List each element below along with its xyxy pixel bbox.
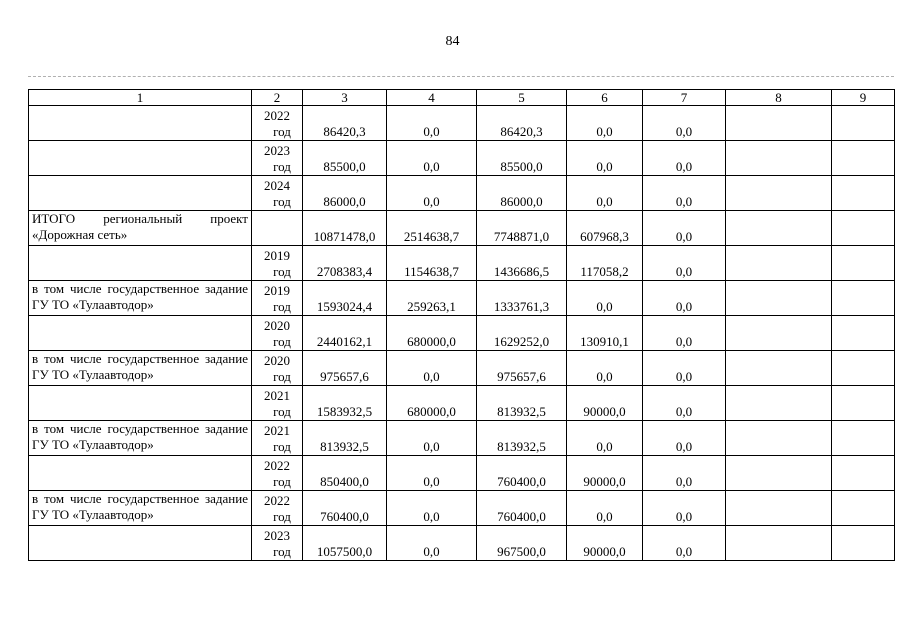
table-row <box>29 526 895 561</box>
row-year: 2019 <box>264 248 290 263</box>
column-header-1: 1 <box>29 90 252 106</box>
table-row <box>29 106 895 141</box>
row-value-c4: 0,0 <box>387 491 477 526</box>
row-year-cell <box>252 351 303 386</box>
row-value-c7: 0,0 <box>643 246 726 281</box>
row-value-c8 <box>726 386 832 421</box>
row-name-cell: в том числе государственное задание ГУ ТО «Тулаавтодор» <box>29 281 252 316</box>
column-header-7: 7 <box>643 90 726 106</box>
row-value-c7: 0,0 <box>643 386 726 421</box>
row-value-c8 <box>726 421 832 456</box>
table-row <box>29 141 895 176</box>
row-year-unit: год <box>273 404 291 419</box>
row-value-c6: 607968,3 <box>567 211 643 246</box>
row-value-c7: 0,0 <box>643 316 726 351</box>
row-name-cell: ИТОГО региональный проект «Дорожная сеть» <box>29 211 252 246</box>
table-row <box>29 386 895 421</box>
row-value-c8 <box>726 456 832 491</box>
row-value-c8 <box>726 141 832 176</box>
table-body <box>29 106 895 561</box>
row-value-c9 <box>832 141 895 176</box>
table-row <box>29 246 895 281</box>
row-year-cell <box>252 456 303 491</box>
row-value-c4: 0,0 <box>387 141 477 176</box>
row-value-c9 <box>832 526 895 561</box>
row-year: 2019 <box>264 283 290 298</box>
row-value-c5: 975657,6 <box>477 351 567 386</box>
row-value-c4: 0,0 <box>387 456 477 491</box>
row-value-c9 <box>832 211 895 246</box>
row-year-cell <box>252 491 303 526</box>
row-value-c4: 0,0 <box>387 526 477 561</box>
row-year-cell <box>252 141 303 176</box>
row-value-c3: 1593024,4 <box>303 281 387 316</box>
row-value-c3: 1057500,0 <box>303 526 387 561</box>
row-value-c5: 86420,3 <box>477 106 567 141</box>
row-value-c3: 85500,0 <box>303 141 387 176</box>
row-value-c8 <box>726 491 832 526</box>
row-value-c5: 7748871,0 <box>477 211 567 246</box>
row-year: 2023 <box>264 143 290 158</box>
table-row <box>29 316 895 351</box>
table-row <box>29 491 895 526</box>
row-value-c9 <box>832 421 895 456</box>
row-value-c9 <box>832 491 895 526</box>
table-row <box>29 211 895 246</box>
row-value-c4: 2514638,7 <box>387 211 477 246</box>
column-header-5: 5 <box>477 90 567 106</box>
row-name-cell <box>29 246 252 281</box>
column-header-6: 6 <box>567 90 643 106</box>
row-year: 2023 <box>264 528 290 543</box>
row-value-c7: 0,0 <box>643 176 726 211</box>
row-value-c3: 850400,0 <box>303 456 387 491</box>
row-value-c9 <box>832 176 895 211</box>
row-value-c7: 0,0 <box>643 526 726 561</box>
row-year: 2021 <box>264 423 290 438</box>
row-value-c3: 86000,0 <box>303 176 387 211</box>
row-year-cell <box>252 526 303 561</box>
row-value-c7: 0,0 <box>643 106 726 141</box>
row-year-cell <box>252 176 303 211</box>
row-value-c3: 1583932,5 <box>303 386 387 421</box>
table-row <box>29 281 895 316</box>
table-row <box>29 456 895 491</box>
row-year-unit: год <box>273 124 291 139</box>
row-year-cell <box>252 421 303 456</box>
row-value-c6: 90000,0 <box>567 526 643 561</box>
column-header-8: 8 <box>726 90 832 106</box>
row-value-c8 <box>726 316 832 351</box>
row-year-unit: год <box>273 544 291 559</box>
row-value-c4: 680000,0 <box>387 386 477 421</box>
row-year-unit: год <box>273 334 291 349</box>
row-value-c5: 967500,0 <box>477 526 567 561</box>
row-value-c7: 0,0 <box>643 141 726 176</box>
row-year-unit: год <box>273 194 291 209</box>
table-header-row <box>29 90 895 106</box>
row-value-c5: 86000,0 <box>477 176 567 211</box>
row-value-c4: 259263,1 <box>387 281 477 316</box>
row-name-cell: в том числе государственное задание ГУ ТО «Тулаавтодор» <box>29 491 252 526</box>
row-value-c7: 0,0 <box>643 351 726 386</box>
row-value-c3: 10871478,0 <box>303 211 387 246</box>
row-year-unit: год <box>273 509 291 524</box>
row-value-c5: 760400,0 <box>477 456 567 491</box>
table-row <box>29 351 895 386</box>
row-value-c6: 117058,2 <box>567 246 643 281</box>
column-header-9: 9 <box>832 90 895 106</box>
row-value-c8 <box>726 281 832 316</box>
row-value-c4: 0,0 <box>387 106 477 141</box>
row-value-c6: 0,0 <box>567 421 643 456</box>
row-name-cell: в том числе государственное задание ГУ ТО «Тулаавтодор» <box>29 421 252 456</box>
row-value-c3: 2440162,1 <box>303 316 387 351</box>
row-value-c3: 86420,3 <box>303 106 387 141</box>
row-year: 2020 <box>264 353 290 368</box>
row-value-c6: 90000,0 <box>567 456 643 491</box>
row-name-cell <box>29 141 252 176</box>
row-year: 2024 <box>264 178 290 193</box>
row-value-c9 <box>832 351 895 386</box>
row-value-c6: 0,0 <box>567 351 643 386</box>
row-value-c8 <box>726 176 832 211</box>
row-value-c9 <box>832 386 895 421</box>
row-value-c5: 813932,5 <box>477 386 567 421</box>
row-value-c7: 0,0 <box>643 281 726 316</box>
row-value-c7: 0,0 <box>643 491 726 526</box>
row-name-cell <box>29 386 252 421</box>
page-number: 84 <box>445 34 460 49</box>
row-value-c9 <box>832 316 895 351</box>
row-value-c6: 0,0 <box>567 141 643 176</box>
row-value-c5: 813932,5 <box>477 421 567 456</box>
row-value-c5: 1629252,0 <box>477 316 567 351</box>
row-year-unit: год <box>273 439 291 454</box>
row-value-c3: 975657,6 <box>303 351 387 386</box>
row-year-cell <box>252 106 303 141</box>
row-year: 2022 <box>264 108 290 123</box>
row-value-c5: 1436686,5 <box>477 246 567 281</box>
row-value-c4: 0,0 <box>387 351 477 386</box>
row-year-unit: год <box>273 299 291 314</box>
row-value-c3: 760400,0 <box>303 491 387 526</box>
budget-table <box>28 89 895 561</box>
column-header-3: 3 <box>303 90 387 106</box>
row-name-cell <box>29 456 252 491</box>
row-value-c7: 0,0 <box>643 211 726 246</box>
row-year: 2022 <box>264 458 290 473</box>
row-year-cell <box>252 386 303 421</box>
column-header-2: 2 <box>252 90 303 106</box>
top-divider <box>28 76 894 77</box>
table-row <box>29 421 895 456</box>
row-value-c4: 1154638,7 <box>387 246 477 281</box>
row-value-c9 <box>832 246 895 281</box>
row-value-c6: 0,0 <box>567 491 643 526</box>
row-value-c8 <box>726 211 832 246</box>
row-value-c5: 85500,0 <box>477 141 567 176</box>
row-value-c6: 0,0 <box>567 106 643 141</box>
row-year-unit: год <box>273 159 291 174</box>
row-name-cell <box>29 106 252 141</box>
row-year-unit: год <box>273 474 291 489</box>
row-year-cell <box>252 281 303 316</box>
row-name-cell <box>29 316 252 351</box>
row-value-c4: 0,0 <box>387 176 477 211</box>
row-value-c8 <box>726 106 832 141</box>
row-value-c6: 130910,1 <box>567 316 643 351</box>
row-year-unit: год <box>273 369 291 384</box>
row-value-c9 <box>832 281 895 316</box>
row-value-c8 <box>726 351 832 386</box>
row-value-c5: 760400,0 <box>477 491 567 526</box>
row-value-c7: 0,0 <box>643 456 726 491</box>
row-value-c9 <box>832 456 895 491</box>
row-value-c3: 813932,5 <box>303 421 387 456</box>
row-year-cell <box>252 246 303 281</box>
row-year-cell <box>252 316 303 351</box>
row-name-cell <box>29 526 252 561</box>
row-value-c5: 1333761,3 <box>477 281 567 316</box>
row-value-c6: 90000,0 <box>567 386 643 421</box>
row-value-c8 <box>726 526 832 561</box>
row-year: 2020 <box>264 318 290 333</box>
row-value-c3: 2708383,4 <box>303 246 387 281</box>
table-row <box>29 176 895 211</box>
row-value-c7: 0,0 <box>643 421 726 456</box>
row-value-c4: 0,0 <box>387 421 477 456</box>
row-value-c4: 680000,0 <box>387 316 477 351</box>
row-value-c9 <box>832 106 895 141</box>
row-name-cell: в том числе государственное задание ГУ ТО «Тулаавтодор» <box>29 351 252 386</box>
row-year-unit: год <box>273 264 291 279</box>
row-value-c6: 0,0 <box>567 281 643 316</box>
row-year-cell <box>252 211 303 246</box>
column-header-4: 4 <box>387 90 477 106</box>
row-year: 2021 <box>264 388 290 403</box>
row-name-cell <box>29 176 252 211</box>
row-value-c8 <box>726 246 832 281</box>
row-value-c6: 0,0 <box>567 176 643 211</box>
row-year: 2022 <box>264 493 290 508</box>
